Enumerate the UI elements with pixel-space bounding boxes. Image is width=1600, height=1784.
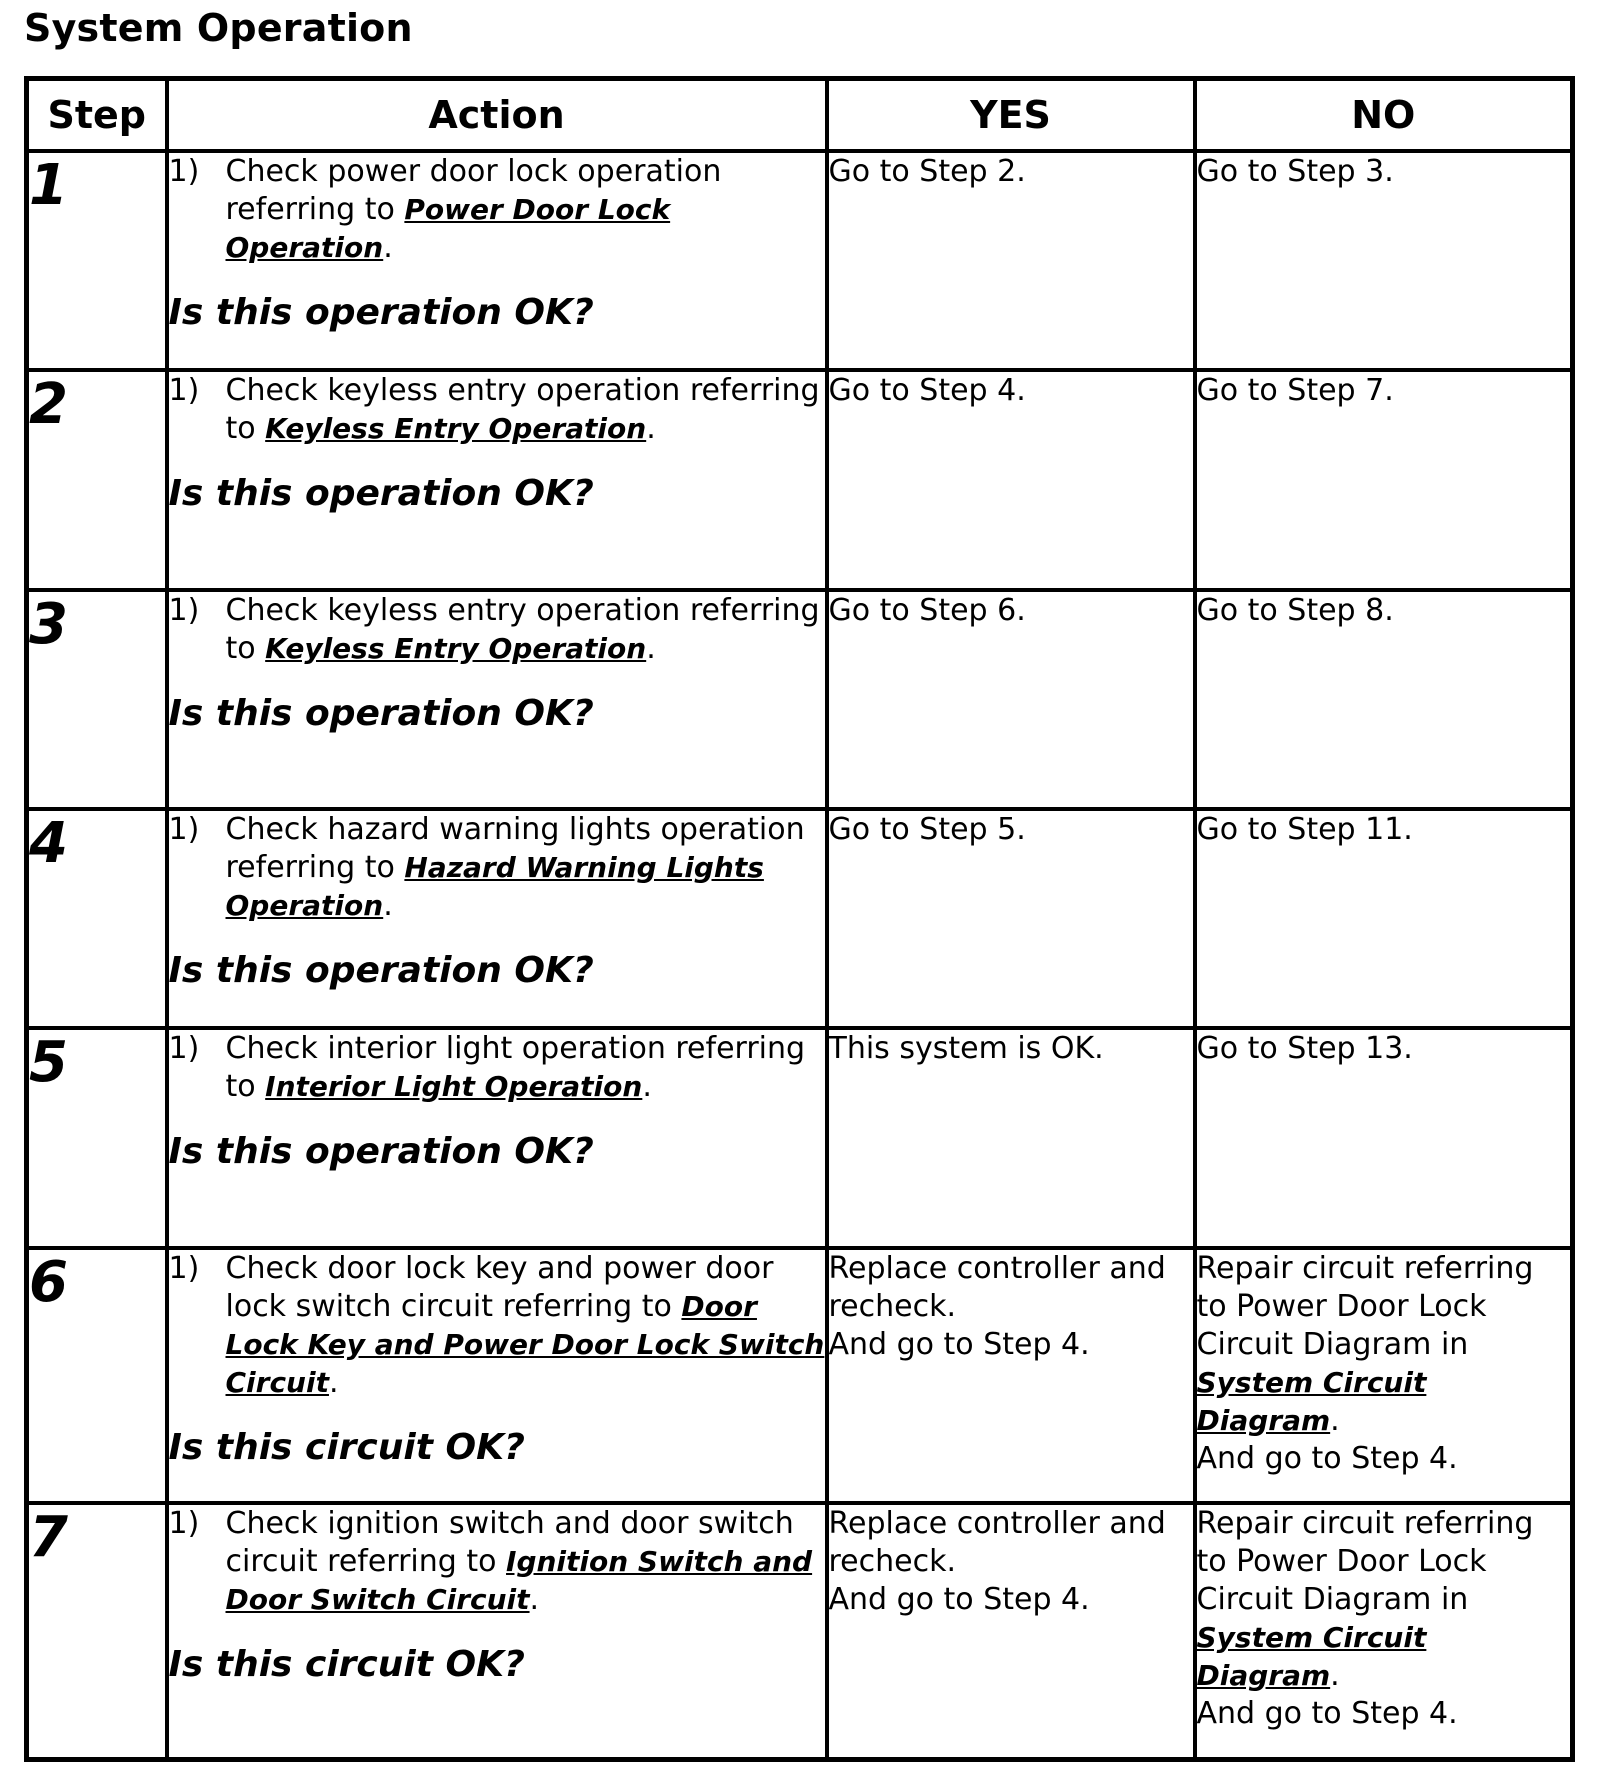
no-cell: Go to Step 13. (1195, 1028, 1573, 1247)
page-title: System Operation (24, 6, 413, 50)
step-number: 6 (27, 1248, 167, 1504)
action-text: Check power door lock operation referring to Power Door Lock Operation. (225, 154, 722, 265)
question-text: Is this circuit OK? (168, 1644, 525, 1686)
reference-link[interactable]: System Circuit Diagram (1196, 1365, 1427, 1437)
action-cell (167, 1248, 827, 1504)
step-number: 2 (27, 370, 167, 589)
action-cell (167, 1503, 827, 1759)
table-row (27, 809, 1573, 1028)
yes-cell (827, 1503, 1195, 1759)
header-yes: YES (827, 79, 1195, 152)
step-number: 4 (27, 809, 167, 1028)
action-text: Check hazard warning lights operation referring to Hazard Warning Lights Operation. (225, 812, 805, 924)
question-text: Is this operation OK? (168, 292, 594, 333)
no-cell: Repair circuit referring to Power Door Lock Circuit Diagram in System Circuit Diagram. And go to Step 4. (1195, 1503, 1573, 1759)
question-text: Is this operation OK? (168, 1131, 594, 1173)
reference-link[interactable]: Door Lock Key and Power Door Lock Switch Circuit (225, 1289, 825, 1399)
action-index: 1) (168, 154, 200, 189)
reference-link[interactable]: System Circuit Diagram (1196, 1621, 1427, 1693)
table-row (27, 1028, 1573, 1247)
yes-line: Replace controller and recheck. (828, 1506, 1166, 1580)
no-cell: Go to Step 3. (1195, 151, 1573, 370)
yes-line: And go to Step 4. (828, 1326, 1090, 1362)
action-index: 1) (168, 373, 200, 409)
question-text: Is this operation OK? (168, 692, 594, 734)
yes-cell (827, 1248, 1195, 1504)
action-index: 1) (168, 1506, 200, 1542)
no-cell: Go to Step 8. (1195, 590, 1573, 809)
action-index: 1) (168, 812, 200, 848)
header-no: NO (1195, 79, 1573, 152)
action-cell (167, 151, 827, 370)
question-text: Is this operation OK? (168, 473, 594, 515)
yes-cell: This system is OK. (827, 1028, 1195, 1247)
table-row (27, 1248, 1573, 1504)
no-tail: And go to Step 4. (1196, 1440, 1458, 1476)
header-row (27, 79, 1573, 152)
step-number: 1 (27, 151, 167, 370)
yes-line: Replace controller and recheck. (828, 1250, 1166, 1324)
action-text: Check interior light operation referring to Interior Light Operation. (225, 1031, 806, 1105)
yes-cell: Go to Step 4. (827, 370, 1195, 589)
action-text: Check keyless entry operation referring to Keyless Entry Operation. (225, 373, 820, 447)
action-cell (167, 590, 827, 809)
reference-link[interactable]: Ignition Switch and Door Switch Circuit (225, 1545, 813, 1617)
yes-line: And go to Step 4. (828, 1582, 1090, 1618)
table-row (27, 151, 1573, 370)
action-cell (167, 809, 827, 1028)
operation-table (24, 76, 1575, 1762)
no-cell: Go to Step 7. (1195, 370, 1573, 589)
no-cell: Repair circuit referring to Power Door Lock Circuit Diagram in System Circuit Diagram. And go to Step 4. (1195, 1248, 1573, 1504)
action-text: Check keyless entry operation referring to Keyless Entry Operation. (225, 592, 820, 666)
step-number: 7 (27, 1503, 167, 1759)
question-text: Is this operation OK? (168, 950, 594, 992)
reference-link[interactable]: Hazard Warning Lights Operation (225, 851, 764, 923)
reference-link[interactable]: Keyless Entry Operation (265, 631, 647, 665)
no-cell: Go to Step 11. (1195, 809, 1573, 1028)
action-text: Check ignition switch and door switch circuit referring to Ignition Switch and Door Switch Circuit. (225, 1506, 813, 1618)
action-index: 1) (168, 1031, 200, 1067)
reference-link[interactable]: Interior Light Operation (265, 1070, 643, 1104)
table-row (27, 370, 1573, 589)
action-cell (167, 1028, 827, 1247)
reference-link[interactable]: Power Door Lock Operation (225, 193, 671, 264)
header-step: Step (27, 79, 167, 152)
reference-link[interactable]: Keyless Entry Operation (265, 412, 647, 446)
action-index: 1) (168, 592, 200, 628)
action-cell (167, 370, 827, 589)
yes-cell: Go to Step 5. (827, 809, 1195, 1028)
step-number: 3 (27, 590, 167, 809)
header-action: Action (167, 79, 827, 152)
step-number: 5 (27, 1028, 167, 1247)
yes-cell: Go to Step 6. (827, 590, 1195, 809)
action-text: Check door lock key and power door lock switch circuit referring to Door Lock Key and Power Door Lock Switch Circuit. (225, 1250, 825, 1400)
no-tail: And go to Step 4. (1196, 1696, 1458, 1732)
question-text: Is this circuit OK? (168, 1426, 525, 1468)
table-row (27, 590, 1573, 809)
table-row (27, 1503, 1573, 1759)
action-index: 1) (168, 1250, 200, 1286)
yes-cell: Go to Step 2. (827, 151, 1195, 370)
